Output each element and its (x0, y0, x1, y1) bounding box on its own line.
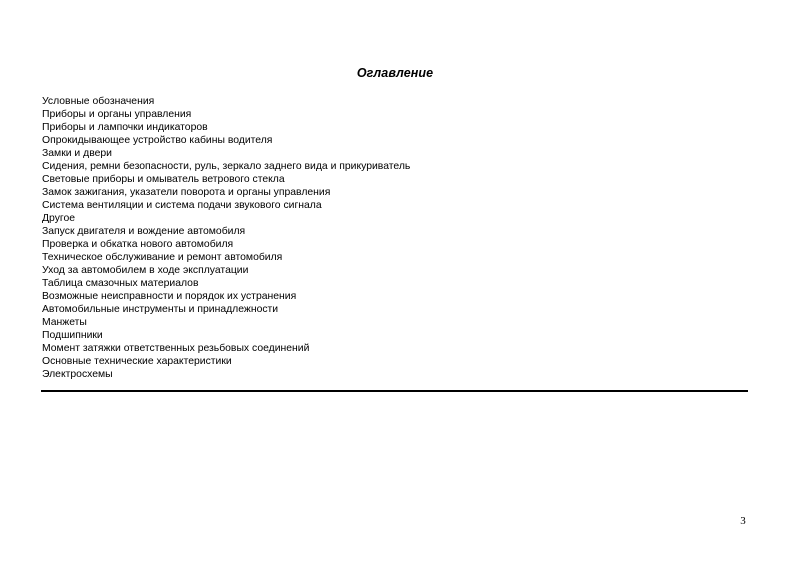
toc-entry-locks-doors[interactable]: Замки и двери (42, 148, 112, 159)
toc-entry-specifications[interactable]: Основные технические характеристики (42, 356, 232, 367)
toc-entry-bearings[interactable]: Подшипники (42, 330, 103, 341)
toc-entry-indicator-lamps[interactable]: Приборы и лампочки индикаторов (42, 122, 208, 133)
page-number: 3 (740, 515, 746, 527)
toc-entry-engine-start-driving[interactable]: Запуск двигателя и вождение автомобиля (42, 226, 246, 237)
toc-entry-ventilation-horn[interactable]: Система вентиляции и система подачи звукового сигнала (42, 200, 322, 211)
toc-title: Оглавление (356, 66, 434, 80)
toc-entry-tools-accessories[interactable]: Автомобильные инструменты и принадлежности (42, 304, 279, 315)
toc-entry-ignition-turn-signals[interactable]: Замок зажигания, указатели поворота и органы управления (42, 187, 331, 198)
toc-entry-cab-tilt[interactable]: Опрокидывающее устройство кабины водителя (42, 135, 273, 146)
toc-entry-legend[interactable]: Условные обозначения (42, 96, 155, 107)
toc-entry-troubleshooting[interactable]: Возможные неисправности и порядок их устранения (42, 291, 297, 302)
toc-entry-lights-washer[interactable]: Световые приборы и омыватель ветрового стекла (42, 174, 285, 185)
toc-entry-torque[interactable]: Момент затяжки ответственных резьбовых соединений (42, 343, 310, 354)
toc-entry-new-vehicle-break-in[interactable]: Проверка и обкатка нового автомобиля (42, 239, 234, 250)
toc-entry-seals[interactable]: Манжеты (42, 317, 87, 328)
toc-list (42, 95, 410, 381)
toc-entry-instruments-controls[interactable]: Приборы и органы управления (42, 109, 192, 120)
toc-entry-vehicle-care[interactable]: Уход за автомобилем в ходе эксплуатации (42, 265, 249, 276)
toc-entry-other[interactable]: Другое (42, 213, 76, 224)
toc-entry-seats-belts[interactable]: Сидения, ремни безопасности, руль, зеркало заднего вида и прикуриватель (42, 161, 411, 172)
toc-divider (41, 390, 748, 392)
toc-entry-maintenance-repair[interactable]: Техническое обслуживание и ремонт автомобиля (42, 252, 283, 263)
toc-entry-lubricants-table[interactable]: Таблица смазочных материалов (42, 278, 199, 289)
toc-entry-wiring-diagrams[interactable]: Электросхемы (42, 369, 113, 380)
